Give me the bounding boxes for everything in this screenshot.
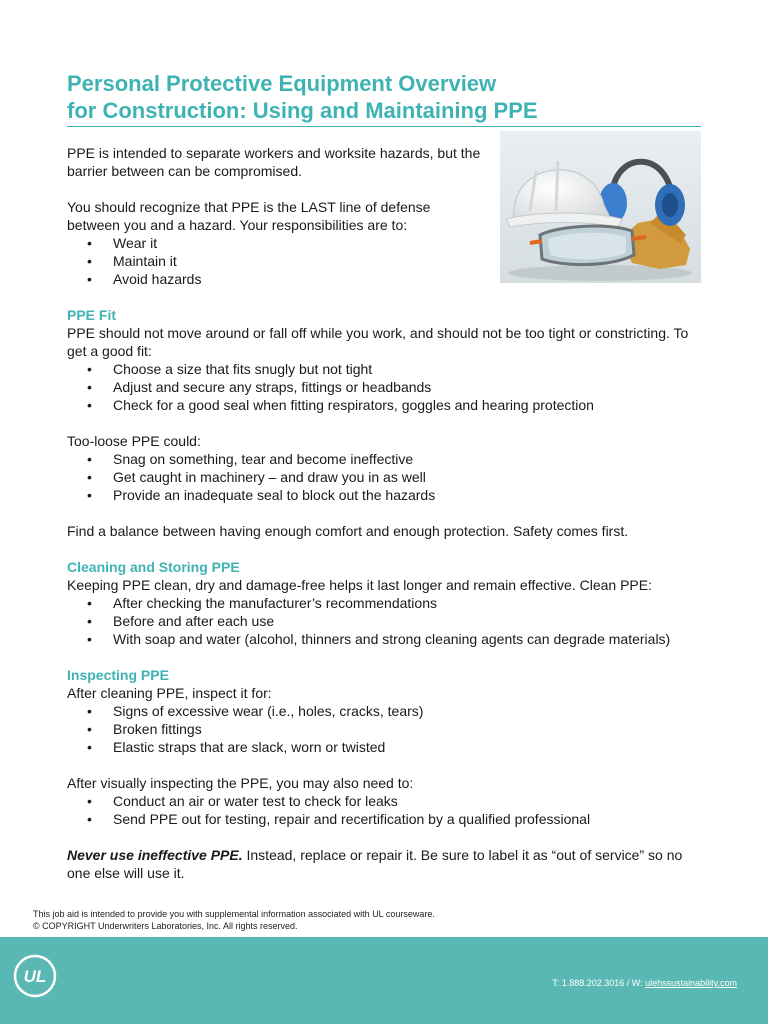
- title-divider: [67, 126, 701, 127]
- fit-list: [67, 360, 707, 414]
- list-item: • Check for a good seal when fitting respirators, goggles and hearing protection: [87, 397, 594, 413]
- list-item: • Signs of excessive wear (i.e., holes, cracks, tears): [87, 703, 424, 719]
- page-title: [67, 70, 707, 124]
- title-line-1: Personal Protective Equipment Overview: [67, 71, 497, 96]
- list-item: • Adjust and secure any straps, fittings or headbands: [87, 379, 432, 395]
- cleaning-list: [67, 594, 707, 648]
- inspecting-list: [67, 702, 707, 756]
- document-body: [67, 144, 707, 882]
- list-item: • Maintain it: [87, 253, 177, 269]
- intro-paragraph-1: PPE is intended to separate workers and worksite hazards, but the barrier between can be compromised.: [67, 145, 481, 179]
- list-item: • Snag on something, tear and become ineffective: [87, 451, 414, 467]
- list-item: • Get caught in machinery – and draw you in as well: [87, 469, 426, 485]
- contact-phone: T: 1.888.202.3016 / W:: [552, 978, 646, 988]
- fit-paragraph: PPE should not move around or fall off while you work, and should not be too tight or constricting. To get a good fit:: [67, 325, 689, 359]
- list-item: • Conduct an air or water test to check for leaks: [87, 793, 398, 809]
- never-emphasis: Never use ineffective PPE.: [67, 847, 243, 863]
- title-line-2: for Construction: Using and Maintaining PPE: [67, 98, 538, 123]
- website-link[interactable]: ulehssustainability.com: [645, 978, 737, 988]
- section-heading-cleaning: Cleaning and Storing PPE: [67, 559, 240, 575]
- contact-info: [552, 977, 737, 989]
- list-item: • Before and after each use: [87, 613, 275, 629]
- too-loose-list: [67, 450, 707, 504]
- footer-bar: [0, 937, 768, 1024]
- section-heading-inspecting: Inspecting PPE: [67, 667, 169, 683]
- responsibilities-list: [67, 234, 707, 288]
- section-heading-fit: PPE Fit: [67, 307, 117, 323]
- list-item: • Avoid hazards: [87, 271, 202, 287]
- after-inspecting-list: [67, 792, 707, 828]
- disclaimer: [33, 908, 633, 932]
- copyright-line: © COPYRIGHT Underwriters Laboratories, Inc. All rights reserved.: [33, 921, 298, 931]
- disclaimer-line-1: This job aid is intended to provide you with supplemental information associated with UL courseware.: [33, 909, 435, 919]
- cleaning-paragraph: Keeping PPE clean, dry and damage-free helps it last longer and remain effective. Clean PPE:: [67, 577, 652, 593]
- list-item: • After checking the manufacturer’s recommendations: [87, 595, 437, 611]
- list-item: • Choose a size that fits snugly but not tight: [87, 361, 373, 377]
- list-item: • Broken fittings: [87, 721, 202, 737]
- inspecting-paragraph: After cleaning PPE, inspect it for:: [67, 685, 272, 701]
- list-item: • Provide an inadequate seal to block out the hazards: [87, 487, 436, 503]
- svg-text:UL: UL: [23, 967, 47, 986]
- list-item: • Elastic straps that are slack, worn or twisted: [87, 739, 386, 755]
- balance-paragraph: Find a balance between having enough comfort and enough protection. Safety comes first.: [67, 523, 629, 539]
- too-loose-paragraph: Too-loose PPE could:: [67, 433, 201, 449]
- ul-logo-icon: [13, 954, 57, 998]
- list-item: • Wear it: [87, 235, 158, 251]
- never-paragraph: Never use ineffective PPE. Instead, replace or repair it. Be sure to label it as “out of service” so no one else will use it.: [67, 847, 683, 881]
- list-item: • With soap and water (alcohol, thinners and strong cleaning agents can degrade materials): [87, 631, 671, 647]
- after-inspecting-paragraph: After visually inspecting the PPE, you may also need to:: [67, 775, 414, 791]
- list-item: • Send PPE out for testing, repair and recertification by a qualified professional: [87, 811, 591, 827]
- intro-paragraph-2: You should recognize that PPE is the LAST line of defense between you and a hazard. Your responsibilities are to:: [67, 199, 431, 233]
